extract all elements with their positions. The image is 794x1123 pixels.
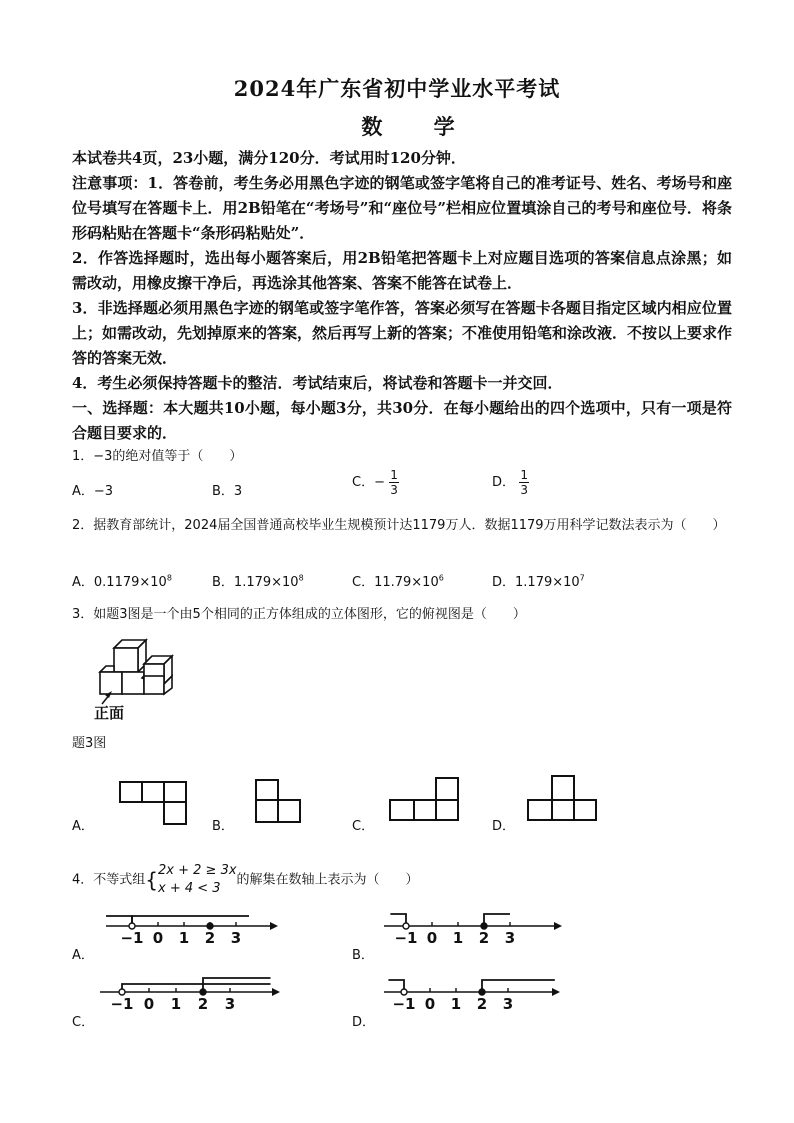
solution-bracket — [203, 978, 271, 992]
q4-option-c-label[interactable]: C． — [72, 1015, 95, 1030]
endpoint-dot — [200, 989, 206, 995]
q2-option-d[interactable]: D．$1.179\times 10^7$ — [492, 573, 585, 590]
tick-label: 2 — [478, 929, 490, 947]
q4-option-d-numberline[interactable] — [384, 970, 560, 1020]
solution-bracket — [122, 984, 271, 992]
q4-option-b-label[interactable]: B． — [352, 948, 374, 963]
intro-text: 本试卷共4页，23小题，满分120分．考试用时120分钟． — [72, 149, 466, 167]
q3-option-a-label[interactable]: A． — [72, 819, 94, 834]
exam-title: 2024年广东省初中学业水平考试 — [233, 76, 561, 101]
section-heading: 一、选择题：本大题共10小题，每小题3分，共30分．在每小题给出的四个选项中，只有一项是符合题目要求的． — [72, 399, 732, 442]
tick-label: 3 — [504, 929, 516, 947]
axis-arrow — [552, 988, 560, 996]
q2-option-c[interactable]: C．$11.79\times 10^6$ — [352, 573, 444, 590]
endpoint-dot — [207, 923, 213, 929]
q4-option-b-numberline[interactable] — [384, 904, 562, 954]
q4-option-a-label[interactable]: A． — [72, 948, 94, 963]
q4-option-c-numberline[interactable] — [100, 966, 280, 1020]
q3-stem: 3．如题3图是一个由5个相同的正方体组成的立体图形，它的俯视图是（ ） — [72, 607, 526, 622]
tick-label: 0 — [424, 995, 436, 1013]
axis-arrow — [270, 922, 278, 930]
tick-label: 0 — [426, 929, 438, 947]
q3-option-c-figure[interactable] — [388, 776, 468, 824]
q1-option-b[interactable]: B．3 — [212, 484, 243, 499]
endpoint-dot — [403, 923, 409, 929]
q4-stem: 4．不等式组{ 2x + 2 ≥ 3x x + 4 < 3 的解集在数轴上表示为（ ） — [72, 863, 419, 896]
axis-arrow — [554, 922, 562, 930]
subject-title: 数 学 — [361, 114, 477, 139]
q4-system: 2x + 2 ≥ 3x x + 4 < 3 — [158, 863, 237, 896]
tick-label: −1 — [110, 995, 134, 1013]
q3-option-d-figure[interactable] — [526, 774, 602, 824]
endpoint-dot — [401, 989, 407, 995]
tick-label: 1 — [450, 995, 462, 1013]
tick-label: 1 — [178, 929, 190, 947]
solution-bracket — [482, 980, 555, 992]
tick-label: −1 — [394, 929, 418, 947]
tick-label: 1 — [452, 929, 464, 947]
q3-option-b-figure[interactable] — [254, 778, 304, 826]
tick-label: −1 — [392, 995, 416, 1013]
tick-label: 1 — [170, 995, 182, 1013]
tick-label: 3 — [224, 995, 236, 1013]
tick-label: 2 — [204, 929, 216, 947]
tick-label: 3 — [502, 995, 514, 1013]
q3-option-c-label[interactable]: C． — [352, 819, 375, 834]
q2-option-a[interactable]: A．$0.1179\times 10^8$ — [72, 573, 172, 590]
endpoint-dot — [129, 923, 135, 929]
solution-bracket — [106, 916, 132, 926]
endpoint-dot — [481, 923, 487, 929]
tick-label: 2 — [476, 995, 488, 1013]
q4-option-d-label[interactable]: D． — [352, 1015, 376, 1030]
tick-label: 3 — [230, 929, 242, 947]
q1-option-d[interactable]: D． $\frac{1}{3}$ — [492, 468, 528, 497]
q1-option-c[interactable]: C．− $\frac{1}{3}$ — [352, 468, 398, 497]
note-2: 2．作答选择题时，选出每小题答案后，用2B铅笔把答题卡上对应题目选项的答案信息点涂黑；如需改动，用橡皮擦干净后，再选涂其他答案、答案不能答在试卷上． — [72, 249, 732, 292]
q2-stem: 2．据教育部统计，2024届全国普通高校毕业生规模预计达1179万人．数据1179万用科学记数法表示为（ ） — [72, 518, 726, 533]
endpoint-dot — [119, 989, 125, 995]
q3-option-a-figure[interactable] — [118, 780, 190, 828]
q2-option-b[interactable]: B．$1.179\times 10^8$ — [212, 573, 304, 590]
q1-d-fraction: $\frac{1}{3}$ — [520, 468, 528, 497]
q1-option-a[interactable]: A．−3 — [72, 484, 114, 499]
q1-stem: 1．−3的绝对值等于（ ） — [72, 449, 243, 464]
tick-label: 0 — [152, 929, 164, 947]
q1-c-fraction: $\frac{1}{3}$ — [390, 468, 398, 497]
q3-option-d-label[interactable]: D． — [492, 819, 516, 834]
note-1: 注意事项：1．答卷前，考生务必用黑色字迹的钢笔或签字笔将自己的准考证号、姓名、考场号和座位号填写在答题卡上．用2B铅笔在“考场号”和“座位号”栏相应位置填涂自己的考号和座位号．将条形码粘贴在答题卡“条形码粘贴处”． — [72, 174, 732, 242]
note-3: 3．非选择题必须用黑色字迹的钢笔或签字笔作答，答案必须写在答题卡各题目指定区域内相应位置上；如需改动，先划掉原来的答案，然后再写上新的答案；不准使用铅笔和涂改液．不按以上要求作答的答案无效． — [72, 299, 733, 367]
q3-solid-figure — [92, 636, 182, 720]
tick-label: 0 — [143, 995, 155, 1013]
q3-option-b-label[interactable]: B． — [212, 819, 234, 834]
solution-bracket — [132, 916, 249, 926]
solution-bracket — [484, 914, 510, 926]
front-label: 正面 — [94, 704, 125, 720]
instructions — [72, 146, 732, 446]
axis-arrow — [272, 988, 280, 996]
tick-label: 2 — [197, 995, 209, 1013]
q4-option-a-numberline[interactable] — [106, 904, 278, 954]
tick-label: −1 — [120, 929, 144, 947]
note-4: 4．考生必须保持答题卡的整洁．考试结束后，将试卷和答题卡一并交回． — [72, 374, 563, 392]
q3-figure-caption: 题3图 — [72, 736, 107, 751]
endpoint-dot — [479, 989, 485, 995]
